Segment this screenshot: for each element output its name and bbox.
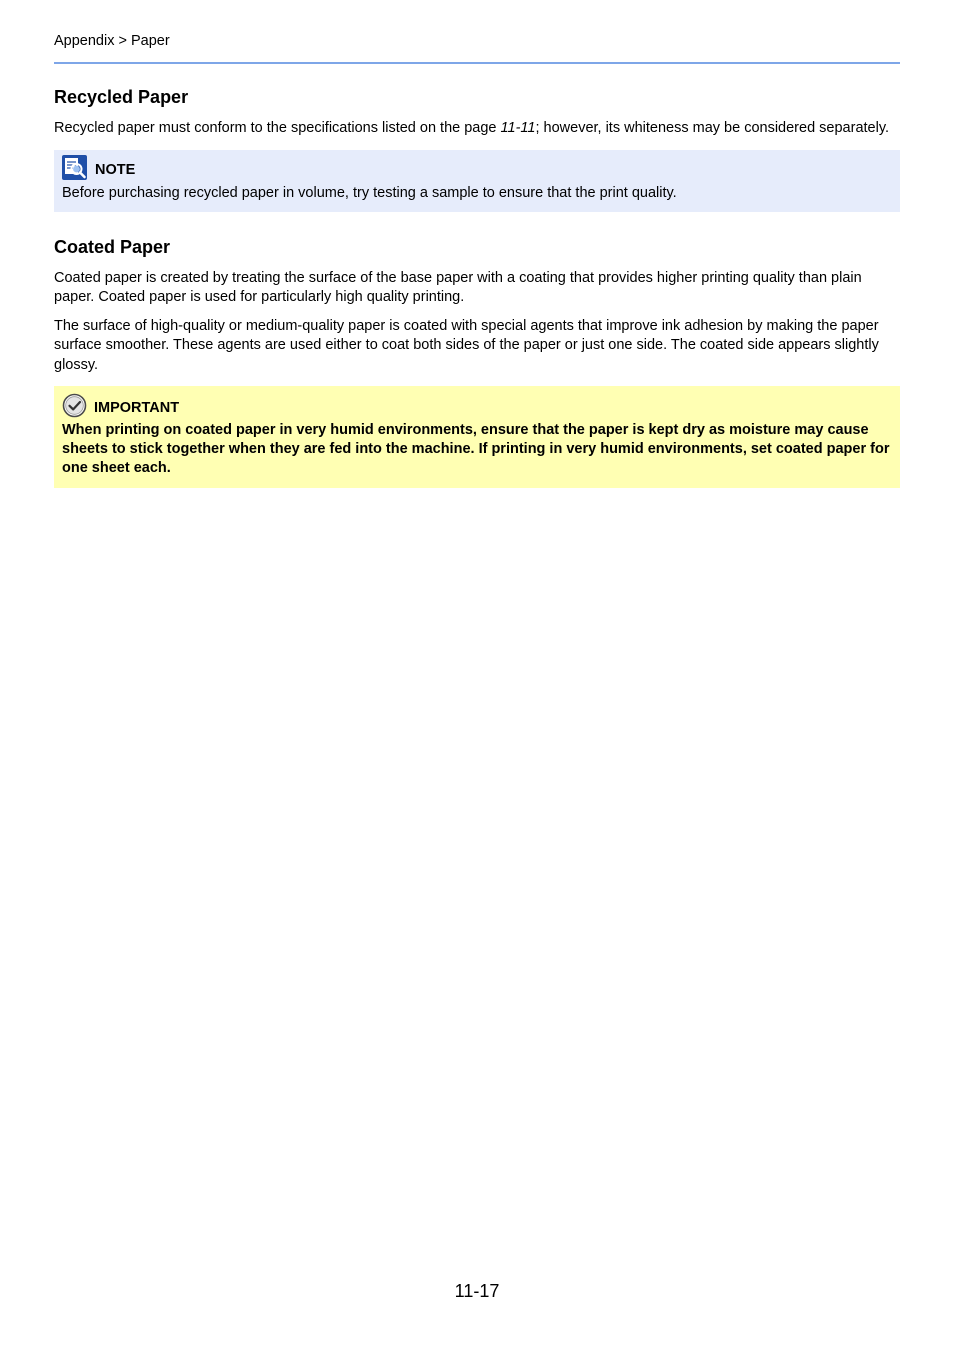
note-text: Before purchasing recycled paper in volume, try testing a sample to ensure that the print quality. xyxy=(62,184,677,201)
header-divider xyxy=(54,62,900,64)
important-label: IMPORTANT xyxy=(94,399,180,416)
recycled-text-before: Recycled paper must conform to the specifications listed on the page xyxy=(54,120,501,136)
note-header xyxy=(62,158,892,183)
note-box xyxy=(54,150,900,212)
note-label: NOTE xyxy=(95,162,136,178)
breadcrumb: Appendix > Paper xyxy=(54,33,170,49)
page-content xyxy=(54,86,900,488)
recycled-text-after: ; however, its whiteness may be considered separately. xyxy=(535,120,890,136)
coated-paper-paragraph-2: The surface of high-quality or medium-quality paper is coated with special agents that improve ink adhesion by making the paper surface smoother. These agents are used either to coat both sides of the paper or just one side. The coated side appears slightly glossy. xyxy=(54,317,879,373)
coated-paper-heading: Coated Paper xyxy=(54,236,171,257)
important-box xyxy=(54,386,900,488)
important-header xyxy=(62,395,892,420)
recycled-paper-paragraph xyxy=(54,119,900,139)
coated-paper-paragraph-1: Coated paper is created by treating the surface of the base paper with a coating that provides higher printing quality than plain paper. Coated paper is used for particularly high quality printing. xyxy=(54,269,862,305)
recycled-paper-heading: Recycled Paper xyxy=(54,87,189,107)
recycled-paper-section xyxy=(54,86,900,212)
page-reference-link[interactable]: 11-11 xyxy=(500,120,536,136)
checkmark-circle-icon xyxy=(62,393,87,423)
coated-paper-section xyxy=(54,236,900,489)
note-icon xyxy=(62,155,87,185)
important-text: When printing on coated paper in very humid environments, ensure that the paper is kept dry as moisture may cause sheets to stick together when they are fed into the machine. If printing in very humid environments, set coated paper for one sheet each. xyxy=(62,422,890,476)
page-number: 11-17 xyxy=(454,1281,500,1301)
